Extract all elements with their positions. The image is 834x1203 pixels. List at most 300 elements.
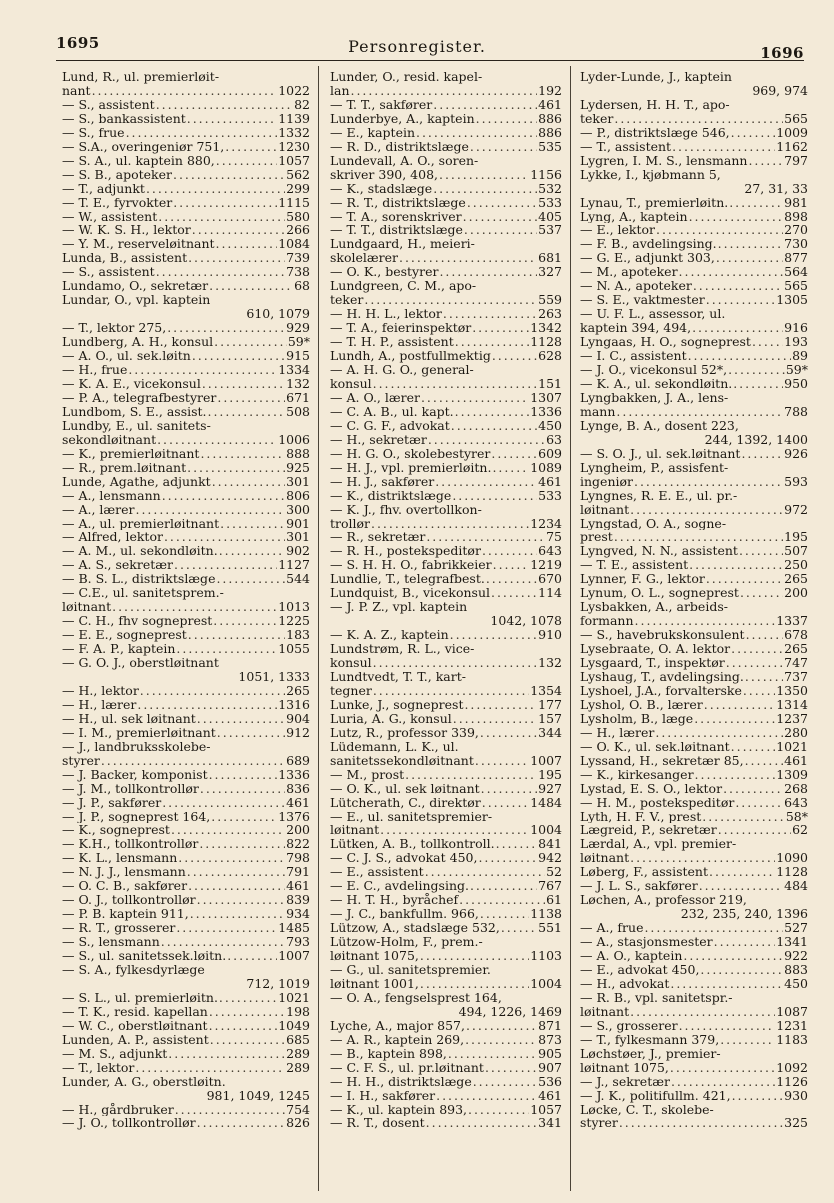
register-entry-line <box>62 433 310 447</box>
entry-page-ref: 904 <box>286 711 310 726</box>
leader-dots <box>735 796 783 810</box>
entry-page-ref: 610, 1079 <box>246 307 310 322</box>
leader-dots <box>741 447 783 461</box>
entry-page-ref: 593 <box>784 474 808 489</box>
register-entry-line <box>62 963 310 977</box>
entry-page-ref: 183 <box>286 628 310 643</box>
leader-dots <box>634 475 783 489</box>
entry-page-ref: 461 <box>784 753 808 768</box>
leader-dots <box>655 726 783 740</box>
register-entry-line <box>330 1061 562 1075</box>
leader-dots <box>455 335 529 349</box>
leader-dots <box>209 1019 278 1033</box>
leader-dots <box>188 628 285 642</box>
register-entry-line <box>330 405 562 419</box>
entry-text: — S., bankassistent <box>62 111 186 126</box>
register-entry-line <box>62 279 310 293</box>
entry-page-ref: 1007 <box>530 753 562 768</box>
entry-page-ref: 1139 <box>278 111 310 126</box>
register-entry-line <box>62 293 310 307</box>
entry-text: — J. P. Z., vpl. kaptein <box>330 600 468 615</box>
entry-page-ref: 68 <box>294 279 310 294</box>
entry-text: — M., apoteker <box>580 265 678 280</box>
entry-page-ref: 1332 <box>278 125 310 140</box>
leader-dots <box>416 126 537 140</box>
entry-text: Lynau, T., premierløitn. <box>580 195 729 210</box>
register-entry-line <box>62 684 310 698</box>
entry-page-ref: 341 <box>538 1116 562 1131</box>
entry-page-ref: 532 <box>538 181 562 196</box>
entry-text: — E., lektor <box>580 223 656 238</box>
register-entry-line <box>330 823 562 837</box>
entry-page-ref: 1485 <box>278 921 310 936</box>
entry-text: — E., advokat 450, <box>580 963 700 977</box>
leader-dots <box>188 251 285 265</box>
register-entry-line <box>62 851 310 865</box>
entry-page-ref: 89 <box>792 349 808 364</box>
register-entry-line <box>62 614 310 628</box>
entry-text: — C.E., ul. sanitetsprem.- <box>62 586 224 601</box>
entry-page-ref: 1128 <box>530 335 562 350</box>
entry-text: Lygren, I. M. S., lensmann <box>580 153 748 168</box>
entry-page-ref: 1021 <box>776 739 808 754</box>
entry-text: Lützow-Holm, F., prem.- <box>330 935 483 950</box>
register-entry-line <box>580 893 808 907</box>
entry-text: Lunden, A. P., assistent <box>62 1032 209 1047</box>
entry-text: Lydersen, H. H. T., apo- <box>580 97 730 112</box>
register-entry-line <box>580 182 808 196</box>
entry-text: Lysbakken, A., arbeids- <box>580 600 728 615</box>
register-entry-line <box>580 210 808 224</box>
leader-dots <box>702 810 785 824</box>
entry-text: løitnant <box>330 823 380 838</box>
leader-dots <box>670 1061 775 1075</box>
entry-text: — G. O. J., oberstløitnant <box>62 656 219 670</box>
register-entry-line <box>62 907 310 921</box>
register-entry-line <box>62 656 310 670</box>
entry-text: — H., ul. sek løitnant <box>62 711 196 726</box>
leader-dots <box>706 293 775 307</box>
entry-page-ref: 791 <box>286 865 310 880</box>
register-entry-line <box>580 656 808 670</box>
leader-dots <box>448 1047 537 1061</box>
entry-text: Lunder, O., resid. kapel- <box>330 70 483 84</box>
entry-text: mann <box>580 404 616 419</box>
entry-text: — M. S., adjunkt <box>62 1046 168 1061</box>
entry-text: — E., kaptein <box>330 125 416 140</box>
leader-dots <box>463 210 538 224</box>
entry-page-ref: 685 <box>286 1032 310 1047</box>
register-entry-line <box>62 251 310 265</box>
entry-text: — E., assistent <box>330 865 424 880</box>
entry-text: Lyshoel, J.A., forvalterske <box>580 683 742 698</box>
entry-page-ref: 565 <box>784 111 808 126</box>
register-entry-line <box>330 726 562 740</box>
entry-page-ref: 922 <box>784 949 808 963</box>
entry-text: — O. J., tollkontrollør <box>62 893 196 908</box>
entry-text: — P. B. kaptein 911, <box>62 907 189 922</box>
entry-page-ref: 484 <box>784 879 808 894</box>
register-entry-line <box>580 740 808 754</box>
entry-text: — S. A., fylkesdyrlæge <box>62 963 205 977</box>
register-entry-line <box>580 558 808 572</box>
leader-dots <box>481 782 537 796</box>
entry-text: styrer <box>580 1116 618 1131</box>
register-entry-line <box>62 712 310 726</box>
register-entry-line <box>330 740 562 754</box>
register-entry-line <box>330 1005 562 1019</box>
entry-text: — Alfred, lektor <box>62 530 163 545</box>
entry-page-ref: 788 <box>784 404 808 419</box>
entry-page-ref: 1022 <box>278 83 310 98</box>
register-entry-line <box>62 419 310 433</box>
register-entry-line <box>62 182 310 196</box>
leader-dots <box>464 223 537 237</box>
entry-text: — A., lærer <box>62 502 135 517</box>
leader-dots <box>399 251 537 265</box>
entry-page-ref: 59* <box>287 335 310 350</box>
leader-dots <box>720 1033 775 1047</box>
entry-text: Lyshaug, T., avdelingsing. <box>580 669 744 684</box>
leader-dots <box>187 112 277 126</box>
leader-dots <box>209 279 293 293</box>
register-entry-line <box>62 1033 310 1047</box>
register-entry-line <box>62 349 310 363</box>
entry-text: — S. O. J., ul. sek.løitnant <box>580 446 741 461</box>
entry-page-ref: 737 <box>784 669 808 684</box>
entry-page-ref: 58* <box>785 809 808 824</box>
entry-page-ref: 200 <box>286 823 310 838</box>
leader-dots <box>743 684 775 698</box>
register-entry-line <box>580 279 808 293</box>
entry-page-ref: 198 <box>286 1004 310 1019</box>
leader-dots <box>476 112 538 126</box>
entry-page-ref: 1087 <box>776 1004 808 1019</box>
leader-dots <box>140 684 285 698</box>
leader-dots <box>614 112 783 126</box>
entry-page-ref: 132 <box>286 376 310 391</box>
entry-page-ref: 494, 1226, 1469 <box>458 1004 562 1019</box>
leader-dots <box>164 530 285 544</box>
entry-page-ref: 1055 <box>278 642 310 657</box>
register-entry-line <box>62 1061 310 1075</box>
entry-page-ref: 1336 <box>530 404 562 419</box>
leader-dots <box>450 628 538 642</box>
entry-page-ref: 263 <box>538 307 562 322</box>
register-entry-line <box>580 921 808 935</box>
entry-page-ref: 712, 1019 <box>246 976 310 991</box>
register-entry-line <box>330 223 562 237</box>
leader-dots <box>451 419 537 433</box>
entry-page-ref: 888 <box>286 446 310 461</box>
entry-page-ref: 1316 <box>278 697 310 712</box>
entry-page-ref: 1225 <box>278 614 310 629</box>
entry-text: Lundquist, B., vicekonsul <box>330 586 491 601</box>
register-entry-line <box>330 977 562 991</box>
entry-page-ref: 1092 <box>776 1060 808 1075</box>
register-entry-line <box>580 517 808 531</box>
entry-page-ref: 1314 <box>776 697 808 712</box>
entry-text: — A. S., sekretær <box>62 558 173 573</box>
register-entry-line <box>330 154 562 168</box>
entry-page-ref: 195 <box>538 767 562 782</box>
leader-dots <box>101 754 285 768</box>
entry-page-ref: 562 <box>286 167 310 182</box>
register-entry-line <box>62 642 310 656</box>
leader-dots <box>156 265 285 279</box>
entry-text: skriver 390, 408, <box>330 167 439 182</box>
register-entry-line <box>580 670 808 684</box>
register-entry-line <box>330 321 562 335</box>
entry-text: — K., sogneprest <box>62 823 170 838</box>
register-entry-line <box>62 1116 310 1130</box>
leader-dots <box>731 642 783 656</box>
entry-text: Lunke, J., sogneprest <box>330 697 464 712</box>
leader-dots <box>671 1075 775 1089</box>
header-rule <box>56 60 804 61</box>
leader-dots <box>175 1103 285 1117</box>
leader-dots <box>635 614 776 628</box>
register-entry-line <box>580 991 808 1005</box>
leader-dots <box>137 698 277 712</box>
register-entry-line <box>330 614 562 628</box>
entry-text: — A., lensmann <box>62 488 161 503</box>
register-entry-line <box>330 377 562 391</box>
entry-page-ref: 1127 <box>278 558 310 573</box>
leader-dots <box>466 1019 537 1033</box>
leader-dots <box>192 349 285 363</box>
register-entry-line <box>62 586 310 600</box>
entry-page-ref: 1219 <box>530 558 562 573</box>
register-entry-line <box>330 503 562 517</box>
entry-page-ref: 1334 <box>278 363 310 377</box>
entry-page-ref: 244, 1392, 1400 <box>704 432 808 447</box>
entry-page-ref: 344 <box>538 725 562 740</box>
leader-dots <box>136 503 286 517</box>
register-entry-line <box>330 363 562 377</box>
entry-text: Lyder-Lunde, J., kaptein <box>580 70 732 84</box>
register-entry-line <box>330 182 562 196</box>
register-entry-line <box>62 768 310 782</box>
entry-text: — A., stasjonsmester <box>580 935 713 950</box>
entry-text: Lyngstad, O. A., sogne- <box>580 516 727 531</box>
entry-page-ref: 916 <box>784 321 808 336</box>
entry-text: — S., assistent <box>62 265 155 280</box>
leader-dots <box>156 98 293 112</box>
register-entry-line <box>62 363 310 377</box>
entry-page-ref: 1305 <box>776 293 808 308</box>
leader-dots <box>614 530 783 544</box>
entry-text: teker <box>330 293 364 308</box>
leader-dots <box>700 963 783 977</box>
register-entry-line <box>62 879 310 893</box>
entry-page-ref: 927 <box>538 781 562 796</box>
entry-text: Løberg, F., assistent <box>580 865 708 880</box>
entry-text: — C. G. F., advokat <box>330 418 450 433</box>
entry-page-ref: 1128 <box>776 865 808 880</box>
entry-text: Lundstrøm, R. L., vice- <box>330 642 475 657</box>
entry-text: Løchstøer, J., premier- <box>580 1046 721 1061</box>
entry-page-ref: 910 <box>538 628 562 643</box>
entry-text: Lykke, I., kjøbmann 5, <box>580 167 721 182</box>
register-entry-line <box>62 754 310 768</box>
entry-page-ref: 461 <box>538 97 562 112</box>
register-entry-line <box>580 810 808 824</box>
entry-text: løitnant <box>580 502 630 517</box>
entry-text: — S. L., ul. premierløitn. <box>62 990 218 1005</box>
entry-text: — Y. M., reserveløitnant <box>62 237 215 252</box>
entry-text: Lyssand, H., sekretær 85, <box>580 753 744 768</box>
leader-dots <box>425 865 545 879</box>
entry-text: — A. R., kaptein 269, <box>330 1032 465 1047</box>
leader-dots <box>465 1033 537 1047</box>
register-entry-line <box>62 921 310 935</box>
register-entry-line <box>62 223 310 237</box>
leader-dots <box>209 1005 285 1019</box>
leader-dots <box>492 461 529 475</box>
register-entry-line <box>330 949 562 963</box>
entry-text: Lyshol, O. B., lærer <box>580 697 703 712</box>
register-entry-line <box>62 1075 310 1089</box>
entry-page-ref: 1162 <box>776 139 808 154</box>
entry-page-ref: 901 <box>286 516 310 531</box>
entry-page-ref: 905 <box>538 1046 562 1061</box>
leader-dots <box>420 977 529 991</box>
leader-dots <box>428 433 545 447</box>
register-entry-line <box>580 963 808 977</box>
entry-page-ref: 1307 <box>530 390 562 405</box>
entry-page-ref: 535 <box>538 139 562 154</box>
entry-text: — S., havebrukskonsulent <box>580 628 745 643</box>
leader-dots <box>216 237 278 251</box>
entry-text: — E. C., avdelingsing. <box>330 879 469 894</box>
register-entry-line <box>580 447 808 461</box>
entry-page-ref: 82 <box>294 97 310 112</box>
entry-page-ref: 670 <box>538 572 562 587</box>
register-entry-line <box>580 98 808 112</box>
entry-text: — I. H., sakfører <box>330 1088 436 1103</box>
entry-page-ref: 1237 <box>776 711 808 726</box>
entry-text: Lüdemann, L. K., ul. <box>330 739 459 754</box>
entry-text: — S., lensmann <box>62 935 160 950</box>
register-entry-line <box>62 168 310 182</box>
register-entry-line <box>330 656 562 670</box>
register-entry-line <box>62 98 310 112</box>
entry-page-ref: 1309 <box>776 767 808 782</box>
register-entry-line <box>330 879 562 893</box>
entry-page-ref: 1337 <box>776 614 808 629</box>
entry-page-ref: 157 <box>538 711 562 726</box>
entry-page-ref: 1336 <box>278 767 310 782</box>
leader-dots <box>421 391 529 405</box>
entry-text: — C. H., fhv sogneprest <box>62 614 213 629</box>
register-entry-line <box>62 600 310 614</box>
register-entry-line <box>62 544 310 558</box>
register-entry-line <box>62 112 310 126</box>
register-entry-line <box>580 321 808 335</box>
entry-text: — H. J., vpl. premierløitn. <box>330 460 492 475</box>
leader-dots <box>373 656 538 670</box>
entry-page-ref: 280 <box>784 725 808 740</box>
leader-dots <box>656 223 783 237</box>
register-entry-line <box>330 349 562 363</box>
entry-page-ref: 877 <box>784 251 808 266</box>
register-entry-line <box>62 572 310 586</box>
register-entry-line <box>580 782 808 796</box>
entry-text: — U. F. L., assessor, ul. <box>580 307 726 322</box>
register-entry-line <box>580 837 808 851</box>
entry-text: — P., distriktslæge 546, <box>580 125 730 140</box>
leader-dots <box>480 907 529 921</box>
entry-text: Lynner, F. G., lektor <box>580 572 705 587</box>
leader-dots <box>467 196 537 210</box>
entry-page-ref: 934 <box>286 907 310 922</box>
entry-page-ref: 798 <box>286 851 310 866</box>
register-entry-line <box>580 1116 808 1130</box>
entry-text: — J., landbruksskolebe- <box>62 739 211 754</box>
leader-dots <box>482 544 537 558</box>
register-entry-line <box>330 447 562 461</box>
entry-text: — C. A. B., ul. kapt. <box>330 404 454 419</box>
entry-text: — N. A., apoteker <box>580 279 692 294</box>
register-entry-line <box>62 321 310 335</box>
entry-page-ref: 873 <box>538 1032 562 1047</box>
entry-page-ref: 132 <box>538 656 562 670</box>
entry-text: løitnant <box>580 851 630 866</box>
leader-dots <box>426 530 545 544</box>
leader-dots <box>216 154 277 168</box>
register-entry-line <box>62 726 310 740</box>
entry-page-ref: 907 <box>538 1060 562 1075</box>
leader-dots <box>726 656 783 670</box>
entry-page-ref: 841 <box>538 837 562 852</box>
register-entry-line <box>62 1019 310 1033</box>
leader-dots <box>748 154 783 168</box>
leader-dots <box>692 321 783 335</box>
entry-text: — T. E., assistent <box>580 558 689 573</box>
entry-text: — W. K. S. H., lektor <box>62 223 191 238</box>
entry-text: skolelærer <box>330 251 399 266</box>
entry-page-ref: 1009 <box>776 125 808 140</box>
leader-dots <box>472 321 529 335</box>
entry-page-ref: 327 <box>538 265 562 280</box>
register-entry-line <box>62 503 310 517</box>
register-entry-line <box>330 628 562 642</box>
register-entry-line <box>62 782 310 796</box>
entry-text: — R., prem.løitnant <box>62 460 187 475</box>
register-entry-line <box>580 754 808 768</box>
leader-dots <box>694 712 775 726</box>
leader-dots <box>728 363 785 377</box>
leader-dots <box>217 726 285 740</box>
entry-page-ref: 981, 1049, 1245 <box>206 1088 310 1103</box>
leader-dots <box>190 907 285 921</box>
entry-page-ref: 114 <box>538 586 562 601</box>
entry-page-ref: 738 <box>286 265 310 280</box>
register-entry-line <box>580 251 808 265</box>
register-entry-line <box>330 126 562 140</box>
register-entry-line <box>580 823 808 837</box>
entry-page-ref: 299 <box>286 181 310 196</box>
entry-page-ref: 1183 <box>776 1032 808 1047</box>
entry-text: lan <box>330 83 350 98</box>
register-entry-line <box>62 126 310 140</box>
register-entry-line <box>330 768 562 782</box>
entry-text: — S., grosserer <box>580 1018 678 1033</box>
entry-page-ref: 1138 <box>530 907 562 922</box>
register-entry-line <box>62 698 310 712</box>
leader-dots <box>746 628 784 642</box>
